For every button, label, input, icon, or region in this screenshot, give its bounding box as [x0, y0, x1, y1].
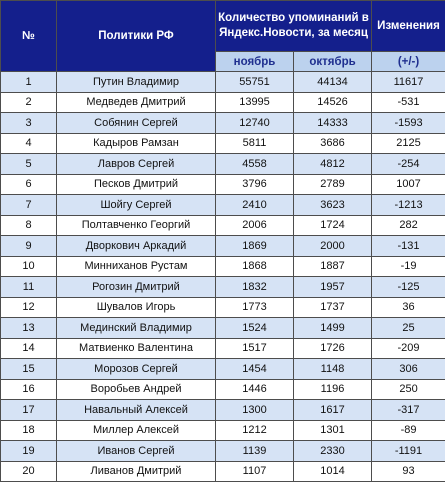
subheader-november: ноябрь — [216, 52, 294, 72]
cell-october: 14333 — [294, 113, 372, 134]
cell-october: 3623 — [294, 195, 372, 216]
cell-october: 1499 — [294, 318, 372, 339]
cell-october: 1726 — [294, 338, 372, 359]
cell-november: 4558 — [216, 154, 294, 175]
cell-delta: 1007 — [372, 174, 445, 195]
subheader-delta: (+/-) — [372, 52, 445, 72]
cell-november: 1869 — [216, 236, 294, 257]
table-row — [1, 256, 445, 277]
cell-rank: 5 — [1, 154, 57, 175]
cell-november: 1139 — [216, 441, 294, 462]
cell-november: 2006 — [216, 215, 294, 236]
cell-delta: 250 — [372, 379, 445, 400]
cell-politician: Путин Владимир — [57, 72, 216, 93]
cell-november: 1446 — [216, 379, 294, 400]
cell-delta: -1191 — [372, 441, 445, 462]
cell-october: 1617 — [294, 400, 372, 421]
table-row — [1, 174, 445, 195]
cell-delta: 2125 — [372, 133, 445, 154]
cell-rank: 20 — [1, 461, 57, 482]
cell-rank: 10 — [1, 256, 57, 277]
cell-november: 12740 — [216, 113, 294, 134]
cell-delta: 36 — [372, 297, 445, 318]
table-row — [1, 236, 445, 257]
cell-delta: -254 — [372, 154, 445, 175]
cell-delta: 25 — [372, 318, 445, 339]
cell-october: 1887 — [294, 256, 372, 277]
cell-november: 1868 — [216, 256, 294, 277]
cell-october: 1301 — [294, 420, 372, 441]
cell-november: 1524 — [216, 318, 294, 339]
cell-delta: -89 — [372, 420, 445, 441]
cell-october: 1014 — [294, 461, 372, 482]
cell-politician: Полтавченко Георгий — [57, 215, 216, 236]
cell-politician: Минниханов Рустам — [57, 256, 216, 277]
subheader-october: октябрь — [294, 52, 372, 72]
cell-rank: 2 — [1, 92, 57, 113]
cell-delta: -1213 — [372, 195, 445, 216]
cell-rank: 7 — [1, 195, 57, 216]
cell-politician: Собянин Сергей — [57, 113, 216, 134]
cell-delta: -209 — [372, 338, 445, 359]
cell-rank: 14 — [1, 338, 57, 359]
cell-rank: 9 — [1, 236, 57, 257]
header-mentions: Количество упоминаний в Яндекс.Новости, за месяц — [216, 1, 372, 52]
cell-rank: 8 — [1, 215, 57, 236]
cell-november: 3796 — [216, 174, 294, 195]
cell-politician: Иванов Сергей — [57, 441, 216, 462]
header-row — [1, 1, 445, 52]
cell-rank: 15 — [1, 359, 57, 380]
cell-november: 1517 — [216, 338, 294, 359]
cell-politician: Матвиенко Валентина — [57, 338, 216, 359]
cell-october: 2789 — [294, 174, 372, 195]
cell-rank: 4 — [1, 133, 57, 154]
cell-politician: Воробьев Андрей — [57, 379, 216, 400]
header-number: № — [1, 1, 57, 72]
cell-rank: 12 — [1, 297, 57, 318]
cell-politician: Шувалов Игорь — [57, 297, 216, 318]
cell-delta: -131 — [372, 236, 445, 257]
cell-rank: 16 — [1, 379, 57, 400]
cell-november: 1832 — [216, 277, 294, 298]
cell-politician: Дворкович Аркадий — [57, 236, 216, 257]
cell-delta: 11617 — [372, 72, 445, 93]
cell-rank: 17 — [1, 400, 57, 421]
cell-rank: 6 — [1, 174, 57, 195]
cell-november: 1773 — [216, 297, 294, 318]
cell-delta: 306 — [372, 359, 445, 380]
table-row — [1, 441, 445, 462]
header-change: Изменения — [372, 1, 445, 52]
cell-politician: Мединский Владимир — [57, 318, 216, 339]
cell-rank: 19 — [1, 441, 57, 462]
table-row — [1, 420, 445, 441]
cell-politician: Медведев Дмитрий — [57, 92, 216, 113]
cell-rank: 3 — [1, 113, 57, 134]
cell-october: 1724 — [294, 215, 372, 236]
table-row — [1, 379, 445, 400]
cell-november: 55751 — [216, 72, 294, 93]
cell-delta: -317 — [372, 400, 445, 421]
cell-politician: Лавров Сергей — [57, 154, 216, 175]
cell-november: 1107 — [216, 461, 294, 482]
table-row — [1, 338, 445, 359]
cell-november: 5811 — [216, 133, 294, 154]
cell-delta: -19 — [372, 256, 445, 277]
header-politicians: Политики РФ — [57, 1, 216, 72]
cell-delta: 282 — [372, 215, 445, 236]
table-row — [1, 154, 445, 175]
cell-rank: 1 — [1, 72, 57, 93]
cell-politician: Песков Дмитрий — [57, 174, 216, 195]
cell-delta: -1593 — [372, 113, 445, 134]
cell-october: 1957 — [294, 277, 372, 298]
cell-october: 2330 — [294, 441, 372, 462]
cell-october: 1196 — [294, 379, 372, 400]
cell-politician: Морозов Сергей — [57, 359, 216, 380]
cell-october: 3686 — [294, 133, 372, 154]
cell-october: 2000 — [294, 236, 372, 257]
cell-october: 14526 — [294, 92, 372, 113]
cell-delta: 93 — [372, 461, 445, 482]
cell-politician: Миллер Алексей — [57, 420, 216, 441]
table-row — [1, 359, 445, 380]
cell-october: 44134 — [294, 72, 372, 93]
cell-november: 1300 — [216, 400, 294, 421]
cell-rank: 11 — [1, 277, 57, 298]
cell-october: 1737 — [294, 297, 372, 318]
cell-november: 2410 — [216, 195, 294, 216]
cell-politician: Рогозин Дмитрий — [57, 277, 216, 298]
cell-politician: Навальный Алексей — [57, 400, 216, 421]
table-row — [1, 72, 445, 93]
cell-november: 1212 — [216, 420, 294, 441]
table-row — [1, 461, 445, 482]
table-body — [1, 72, 445, 482]
table-row — [1, 215, 445, 236]
table-row — [1, 113, 445, 134]
cell-november: 13995 — [216, 92, 294, 113]
cell-delta: -125 — [372, 277, 445, 298]
cell-november: 1454 — [216, 359, 294, 380]
table-row — [1, 195, 445, 216]
cell-politician: Ливанов Дмитрий — [57, 461, 216, 482]
table-row — [1, 277, 445, 298]
table-row — [1, 400, 445, 421]
cell-october: 4812 — [294, 154, 372, 175]
cell-politician: Шойгу Сергей — [57, 195, 216, 216]
table-row — [1, 318, 445, 339]
cell-october: 1148 — [294, 359, 372, 380]
cell-rank: 13 — [1, 318, 57, 339]
cell-delta: -531 — [372, 92, 445, 113]
table-row — [1, 297, 445, 318]
table-row — [1, 133, 445, 154]
cell-politician: Кадыров Рамзан — [57, 133, 216, 154]
cell-rank: 18 — [1, 420, 57, 441]
table-row — [1, 92, 445, 113]
